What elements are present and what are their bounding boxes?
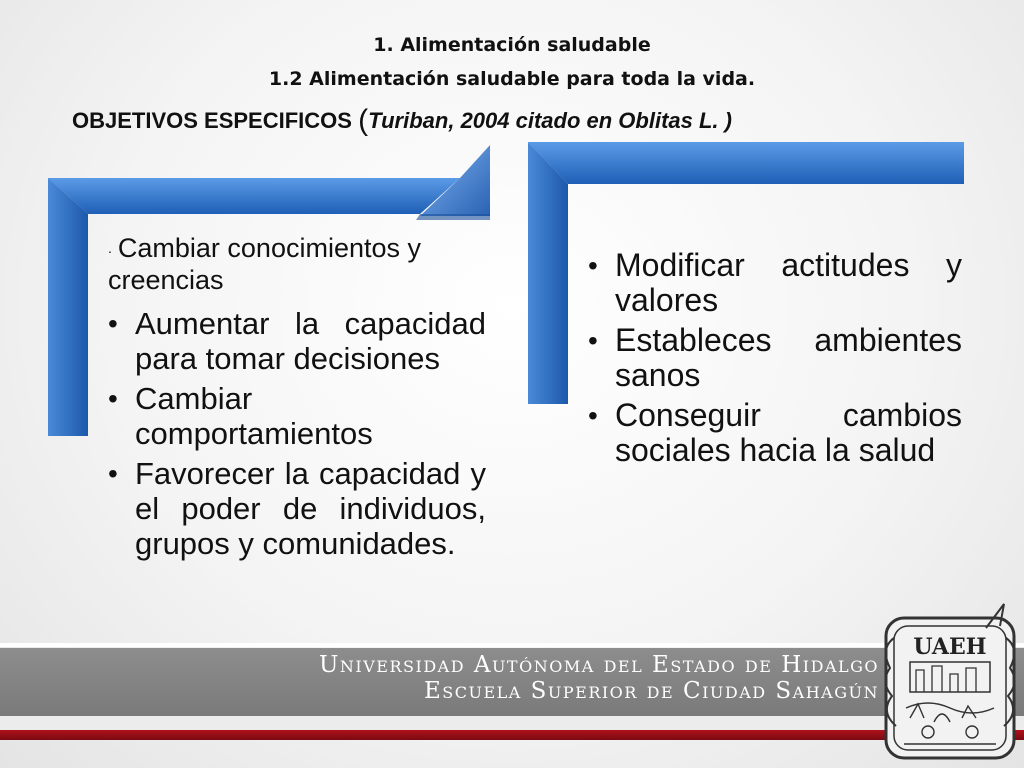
citation: Turiban, 2004 citado en Oblitas L. )	[368, 108, 732, 133]
list-item: • Modificar actitudes y valores	[588, 248, 962, 318]
list-item: • Estableces ambientes sanos	[588, 323, 962, 393]
university-seal-icon	[876, 598, 1024, 768]
left-intro-text: Cambiar conocimientos y creencias	[108, 233, 422, 295]
right-bullet-list	[588, 248, 962, 468]
seal-lettering: UAEH	[913, 634, 987, 660]
list-item: • Favorecer la capacidad y el poder de individuos, grupos y comunidades.	[108, 456, 486, 561]
left-bullet-list	[108, 306, 486, 561]
open-paren: (	[358, 104, 369, 137]
list-item: • Aumentar la capacidad para tomar decisiones	[108, 306, 486, 376]
footer-divider	[0, 643, 1024, 647]
right-column	[588, 248, 962, 473]
left-column	[108, 232, 486, 566]
subsection-title: 1.2 Alimentación saludable para toda la vida.	[268, 68, 756, 90]
section-title: 1. Alimentación saludable	[373, 34, 651, 56]
footer-gap	[0, 716, 1024, 730]
university-name: Universidad Autónoma del Estado de Hidalgo	[319, 652, 879, 678]
left-intro	[108, 232, 486, 296]
objectives-label: OBJETIVOS ESPECIFICOS	[72, 108, 352, 133]
list-item: • Conseguir cambios sociales hacia la salud	[588, 398, 962, 468]
school-name: Escuela Superior de Ciudad Sahagún	[423, 678, 879, 704]
intro-dot: .	[108, 240, 112, 256]
list-item: • Cambiar comportamientos	[108, 381, 486, 451]
footer-red-stripe	[0, 730, 1024, 740]
